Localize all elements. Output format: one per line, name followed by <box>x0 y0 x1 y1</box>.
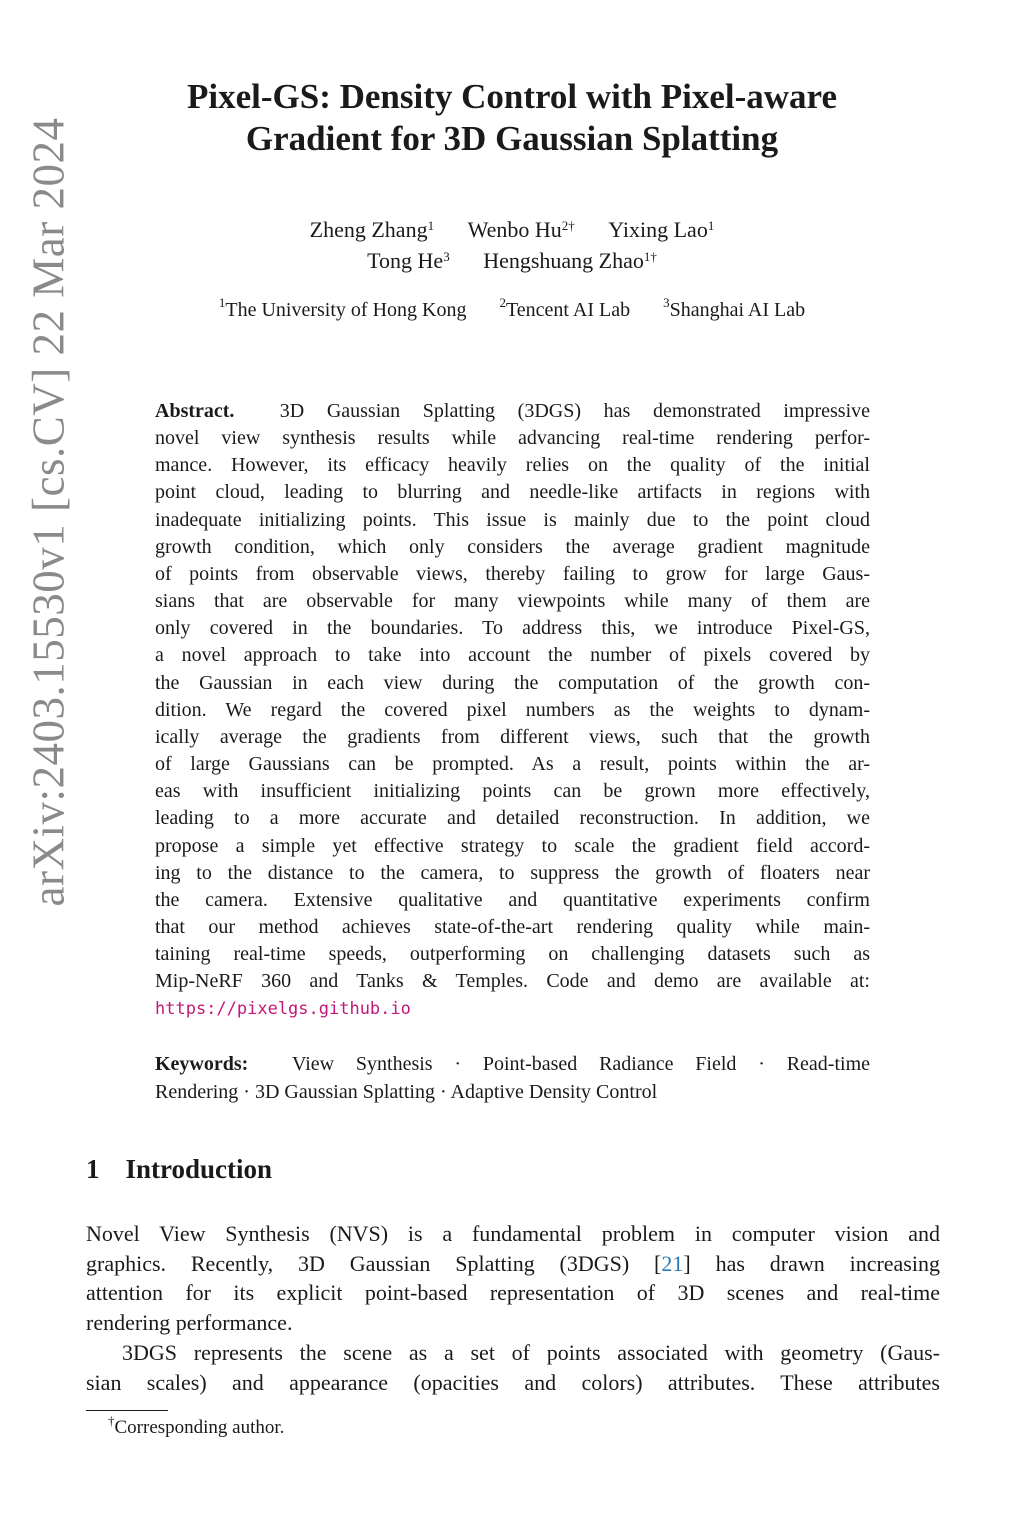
paper-title <box>120 76 904 160</box>
section-heading-introduction <box>86 1154 272 1185</box>
affiliations <box>120 295 904 322</box>
author: Yixing Lao$^1$ <box>608 217 715 242</box>
abstract-line: ically average the gradients from different views, such that the growth <box>155 725 870 748</box>
abstract-line: novel view synthesis results while advancing real-time rendering perfor- <box>155 427 870 450</box>
arxiv-id-text: arXiv:2403.15530v1 [cs.CV] 22 Mar 2024 <box>23 117 73 907</box>
abstract-line: propose a simple yet effective strategy to scale the gradient field accord- <box>155 834 870 857</box>
author: Wenbo $Hu^{2\dagger}$ <box>467 217 575 242</box>
footnote-rule <box>86 1410 168 1411</box>
body-line: sian scales) and appearance (opacities and colors) attributes. These attributes <box>86 1369 940 1395</box>
affiliation: $^2$Tencent AI Lab <box>499 295 631 321</box>
footnote-mark: † <box>108 1413 115 1428</box>
abstract-line: taining real-time speeds, outperforming on challenging datasets such as <box>155 943 870 966</box>
body-line: rendering performance. <box>86 1310 293 1336</box>
body-line: 3DGS represents the scene as a set of points associated with geometry (Gaus- <box>122 1339 940 1365</box>
title-line-2: Gradient for 3D Gaussian Splatting <box>245 119 779 158</box>
body-line: attention for its explicit point-based representation of 3D scenes and real-time <box>86 1280 940 1306</box>
abstract-line: dition. We regard the covered pixel numbers as the weights to dynam- <box>155 698 870 721</box>
keywords <box>155 1050 870 1106</box>
abstract-line <box>155 995 870 1023</box>
author-line-2 <box>120 245 904 276</box>
footnote-text: Corresponding author. <box>114 1417 285 1438</box>
author: Tong He$^3$ <box>367 248 450 273</box>
author: Zheng Zhang$^1$ <box>309 217 435 242</box>
affiliation: $^3$Shanghai AI Lab <box>663 295 806 321</box>
keywords-label: Keywords: <box>155 1053 249 1075</box>
abstract-line: leading to a more accurate and detailed reconstruction. In addition, we <box>155 807 870 830</box>
keywords-line: Keywords: View Synthesis · Point-based Radiance Field · Read-time <box>155 1053 870 1075</box>
abstract-line: a novel approach to take into account the number of pixels covered by <box>155 644 870 667</box>
abstract-line: the camera. Extensive qualitative and quantitative experiments confirm <box>155 888 870 911</box>
abstract-line: inadequate initializing points. This issue is mainly due to the point cloud <box>155 508 870 531</box>
abstract-line: the Gaussian in each view during the computation of the growth con- <box>155 671 870 694</box>
project-url-link[interactable]: https://pixelgs.github.io <box>155 999 411 1020</box>
abstract-label: Abstract. <box>155 400 235 422</box>
author: Hengshuang Zhao$^{1\dagger}$ <box>483 248 657 273</box>
introduction-body <box>86 1219 940 1397</box>
abstract <box>155 398 870 1024</box>
abstract-line: eas with insufficient initializing points can be grown more effectively, <box>155 780 870 803</box>
abstract-line: only covered in the boundaries. To address this, we introduce Pixel-GS, <box>155 617 870 640</box>
title-line-1: Pixel-GS: Density Control with Pixel-aware <box>186 77 837 116</box>
body-line: graphics. Recently, 3D Gaussian Splatting (3DGS) [21] has drawn increasing <box>86 1250 940 1276</box>
footnote <box>108 1413 285 1439</box>
abstract-line: Abstract. 3D Gaussian Splatting (3DGS) has demonstrated impressive <box>155 400 870 422</box>
affiliation: $^1$The University of Hong Kong <box>218 295 467 321</box>
abstract-line: ing to the distance to the camera, to suppress the growth of floaters near <box>155 861 870 884</box>
author-list <box>120 214 904 276</box>
abstract-line: Mip-NeRF 360 and Tanks & Temples. Code and demo are available at: <box>155 970 870 993</box>
arxiv-identifier-stamp <box>8 72 88 952</box>
abstract-line: sians that are observable for many viewpoints while many of them are <box>155 590 870 613</box>
abstract-line: point cloud, leading to blurring and needle-like artifacts in regions with <box>155 481 870 504</box>
abstract-line: that our method achieves state-of-the-art rendering quality while main- <box>155 915 870 938</box>
section-title: Introduction <box>125 1154 273 1184</box>
body-line: Novel View Synthesis (NVS) is a fundamental problem in computer vision and <box>86 1221 940 1246</box>
citation-link[interactable]: 21 <box>661 1250 684 1276</box>
abstract-line: of points from observable views, thereby failing to grow for large Gaus- <box>155 562 870 585</box>
abstract-line: mance. However, its efficacy heavily relies on the quality of the initial <box>155 454 870 477</box>
abstract-line: of large Gaussians can be prompted. As a result, points within the ar- <box>155 753 870 776</box>
abstract-line: growth condition, which only considers the average gradient magnitude <box>155 535 870 558</box>
keywords-line: Rendering · 3D Gaussian Splatting · Adaptive Density Control <box>155 1081 658 1103</box>
author-line-1 <box>120 214 904 245</box>
section-number: 1 <box>86 1154 100 1184</box>
